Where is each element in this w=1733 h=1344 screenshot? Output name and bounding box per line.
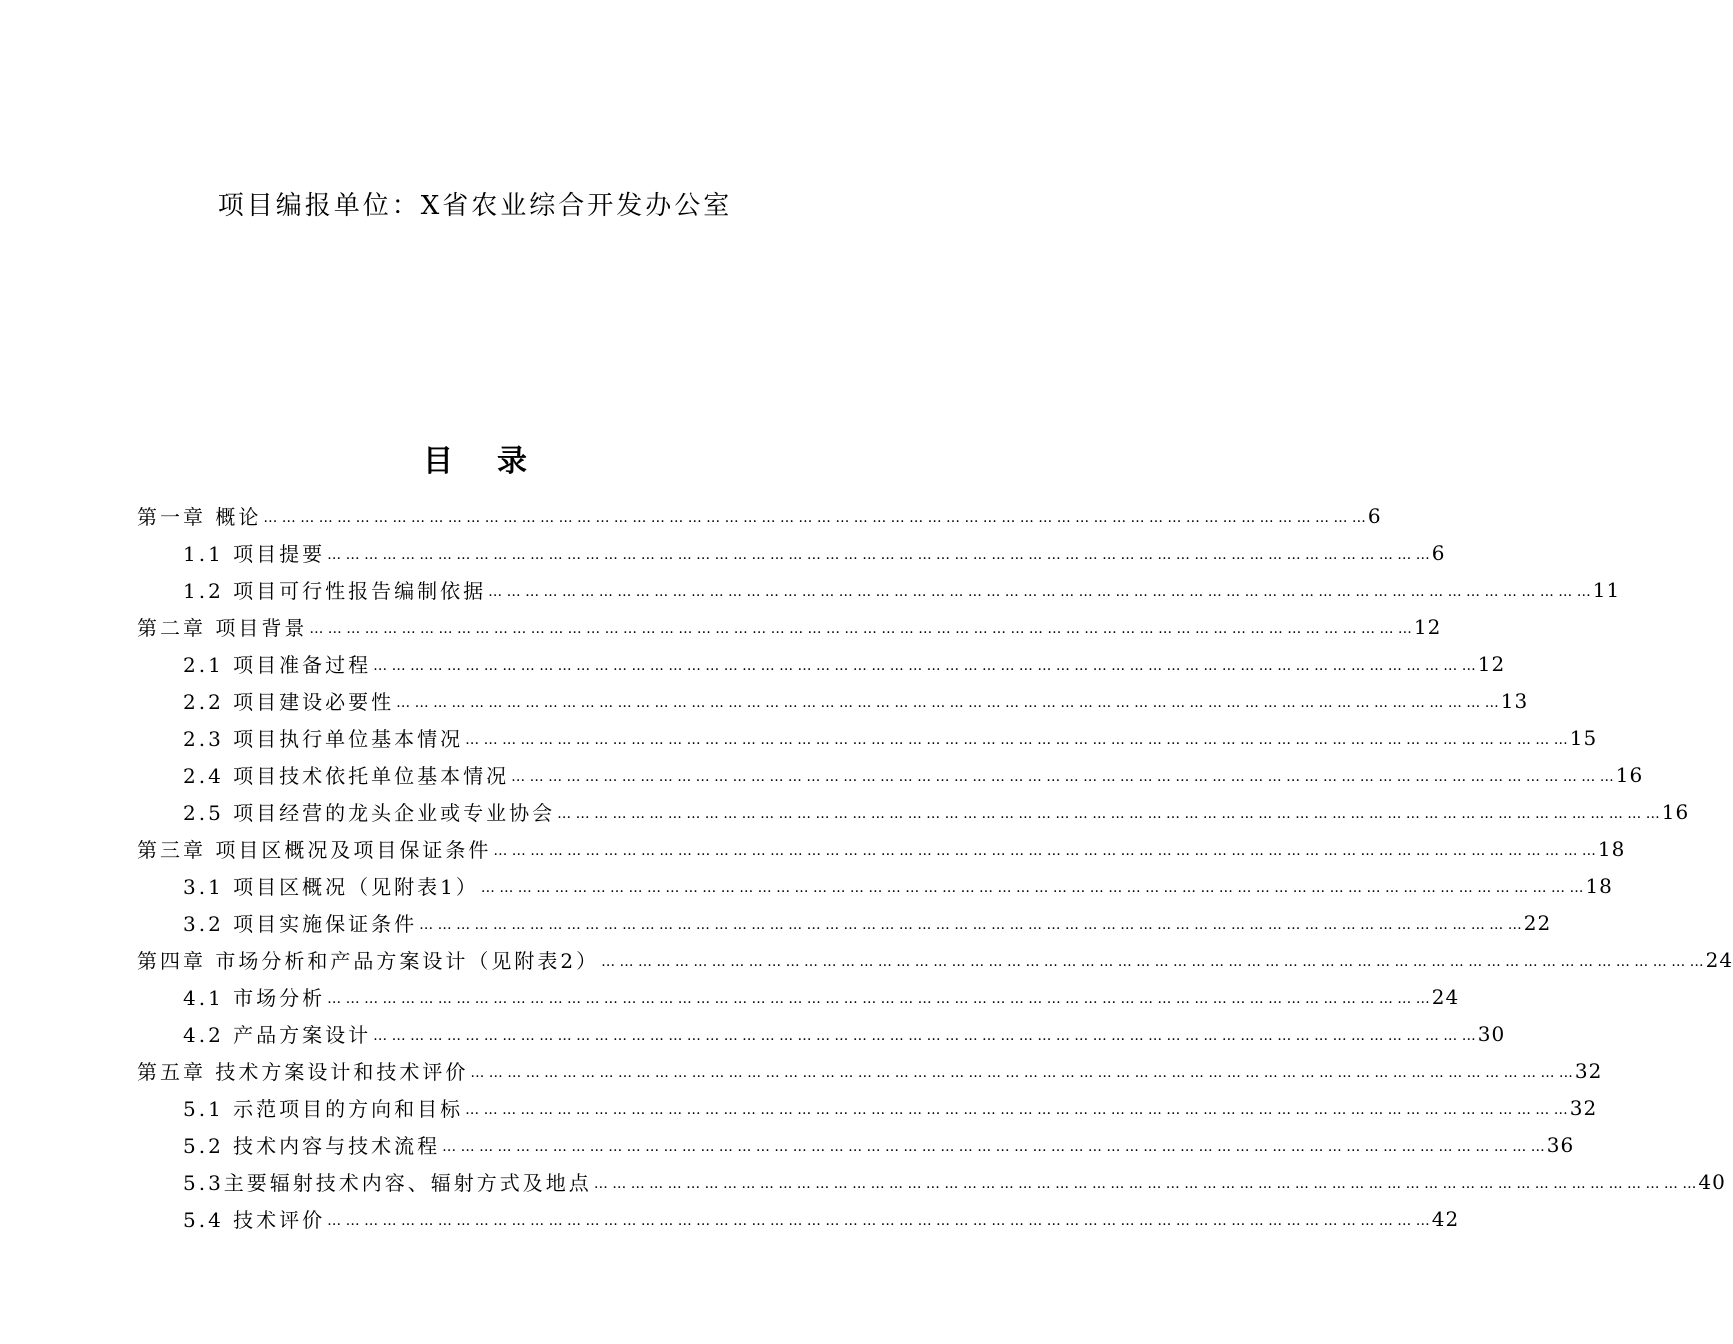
toc-entry-page-number: 16	[1615, 762, 1644, 787]
toc-entry-label: 5.3主要辐射技术内容、辐射方式及地点	[183, 1171, 592, 1195]
table-of-contents	[137, 497, 1733, 1237]
toc-section-entry[interactable]	[137, 1089, 1598, 1126]
toc-section-entry[interactable]	[137, 904, 1552, 941]
toc-entry-page-number: 32	[1574, 1058, 1603, 1083]
toc-chapter-entry[interactable]	[137, 497, 1382, 534]
toc-heading-char-1: 目	[423, 444, 453, 479]
toc-entry-page-number: 18	[1597, 836, 1626, 861]
toc-entry-label: 2.4 项目技术依托单位基本情况	[183, 764, 510, 788]
toc-dot-leader: … … … … … … … … … … … … … … … … … … … … … … … … … … … … … … … … … … … … … … … … … … … … … … … … … … … … … … … … … … … …	[442, 1138, 1545, 1155]
toc-section-entry[interactable]	[137, 719, 1598, 756]
toc-entry-label: 5.2 技术内容与技术流程	[183, 1134, 441, 1158]
toc-entry-label: 1.2 项目可行性报告编制依据	[183, 579, 487, 603]
toc-section-entry[interactable]	[137, 1163, 1726, 1200]
toc-chapter-entry[interactable]	[137, 1052, 1603, 1089]
toc-entry-page-number: 15	[1569, 725, 1598, 750]
toc-entry-page-number: 24	[1705, 947, 1733, 972]
toc-entry-label: 第二章 项目背景	[137, 616, 308, 640]
toc-dot-leader: … … … … … … … … … … … … … … … … … … … … … … … … … … … … … … … … … … … … … … … … … … … … … … … … … … … … … … … … … … … …	[309, 620, 1412, 637]
toc-dot-leader: … … … … … … … … … … … … … … … … … … … … … … … … … … … … … … … … … … … … … … … … … … … … … … … … … … … … … … … … … … … …	[488, 583, 1591, 600]
toc-entry-label: 5.4 技术评价	[183, 1208, 326, 1232]
toc-entry-label: 3.1 项目区概况（见附表1）	[183, 875, 479, 899]
toc-dot-leader: … … … … … … … … … … … … … … … … … … … … … … … … … … … … … … … … … … … … … … … … … … … … … … … … … … … … … … … … … … … …	[327, 990, 1430, 1007]
toc-entry-label: 2.5 项目经营的龙头企业或专业协会	[183, 801, 556, 825]
toc-section-entry[interactable]	[137, 645, 1506, 682]
toc-heading	[0, 440, 950, 484]
toc-dot-leader: … … … … … … … … … … … … … … … … … … … … … … … … … … … … … … … … … … … … … … … … … … … … … … … … … … … … … … … … … … … …	[419, 916, 1522, 933]
toc-section-entry[interactable]	[137, 682, 1529, 719]
toc-entry-page-number: 13	[1500, 688, 1529, 713]
toc-entry-page-number: 6	[1367, 503, 1382, 528]
toc-dot-leader: … … … … … … … … … … … … … … … … … … … … … … … … … … … … … … … … … … … … … … … … … … … … … … … … … … … … … … … … … … … …	[470, 1064, 1573, 1081]
toc-dot-leader: … … … … … … … … … … … … … … … … … … … … … … … … … … … … … … … … … … … … … … … … … … … … … … … … … … … … … … … … … … … …	[263, 509, 1366, 526]
toc-entry-page-number: 16	[1661, 799, 1690, 824]
toc-entry-page-number: 22	[1523, 910, 1552, 935]
toc-entry-page-number: 6	[1431, 540, 1446, 565]
toc-entry-label: 2.1 项目准备过程	[183, 653, 372, 677]
toc-dot-leader: … … … … … … … … … … … … … … … … … … … … … … … … … … … … … … … … … … … … … … … … … … … … … … … … … … … … … … … … … … … …	[511, 768, 1614, 785]
toc-entry-page-number: 12	[1413, 614, 1442, 639]
toc-dot-leader: … … … … … … … … … … … … … … … … … … … … … … … … … … … … … … … … … … … … … … … … … … … … … … … … … … … … … … … … … … … …	[396, 694, 1499, 711]
toc-entry-label: 2.2 项目建设必要性	[183, 690, 395, 714]
toc-chapter-entry[interactable]	[137, 608, 1442, 645]
toc-chapter-entry[interactable]	[137, 830, 1626, 867]
toc-entry-label: 第五章 技术方案设计和技术评价	[137, 1060, 469, 1084]
toc-section-entry[interactable]	[137, 534, 1446, 571]
toc-entry-page-number: 24	[1431, 984, 1460, 1009]
toc-entry-label: 4.1 市场分析	[183, 986, 326, 1010]
toc-dot-leader: … … … … … … … … … … … … … … … … … … … … … … … … … … … … … … … … … … … … … … … … … … … … … … … … … … … … … … … … … … … …	[493, 842, 1596, 859]
toc-entry-page-number: 18	[1585, 873, 1613, 898]
compiling-unit-line: 项目编报单位：X省农业综合开发办公室	[217, 191, 733, 221]
toc-entry-label: 2.3 项目执行单位基本情况	[183, 727, 464, 751]
toc-entry-label: 3.2 项目实施保证条件	[183, 912, 418, 936]
toc-entry-label: 5.1 示范项目的方向和目标	[183, 1097, 464, 1121]
toc-entry-page-number: 30	[1477, 1021, 1506, 1046]
toc-entry-label: 第四章 市场分析和产品方案设计（见附表2）	[137, 949, 600, 973]
toc-entry-page-number: 42	[1431, 1206, 1460, 1231]
toc-section-entry[interactable]	[137, 978, 1460, 1015]
toc-section-entry[interactable]	[137, 1126, 1575, 1163]
toc-section-entry[interactable]	[137, 1015, 1506, 1052]
toc-chapter-entry[interactable]	[137, 941, 1733, 978]
toc-entry-page-number: 36	[1546, 1132, 1575, 1157]
toc-section-entry[interactable]	[137, 756, 1644, 793]
toc-entry-label: 4.2 产品方案设计	[183, 1023, 372, 1047]
toc-dot-leader: … … … … … … … … … … … … … … … … … … … … … … … … … … … … … … … … … … … … … … … … … … … … … … … … … … … … … … … … … … … …	[373, 1027, 1476, 1044]
toc-dot-leader: … … … … … … … … … … … … … … … … … … … … … … … … … … … … … … … … … … … … … … … … … … … … … … … … … … … … … … … … … … … …	[465, 1101, 1568, 1118]
toc-dot-leader: … … … … … … … … … … … … … … … … … … … … … … … … … … … … … … … … … … … … … … … … … … … … … … … … … … … … … … … … … … … …	[327, 1212, 1430, 1229]
toc-section-entry[interactable]	[137, 1200, 1460, 1237]
toc-entry-page-number: 12	[1477, 651, 1506, 676]
toc-dot-leader: … … … … … … … … … … … … … … … … … … … … … … … … … … … … … … … … … … … … … … … … … … … … … … … … … … … … … … … … … … … …	[373, 657, 1476, 674]
toc-entry-page-number: 11	[1592, 577, 1621, 602]
toc-section-entry[interactable]	[137, 571, 1621, 608]
toc-entry-label: 第三章 项目区概况及项目保证条件	[137, 838, 492, 862]
toc-entry-label: 1.1 项目提要	[183, 542, 326, 566]
toc-dot-leader: … … … … … … … … … … … … … … … … … … … … … … … … … … … … … … … … … … … … … … … … … … … … … … … … … … … … … … … … … … … …	[465, 731, 1568, 748]
toc-section-entry[interactable]	[137, 793, 1690, 830]
toc-dot-leader: … … … … … … … … … … … … … … … … … … … … … … … … … … … … … … … … … … … … … … … … … … … … … … … … … … … … … … … … … … … …	[593, 1175, 1697, 1192]
toc-heading-char-2: 录	[497, 444, 527, 479]
toc-entry-page-number: 32	[1569, 1095, 1598, 1120]
toc-dot-leader: … … … … … … … … … … … … … … … … … … … … … … … … … … … … … … … … … … … … … … … … … … … … … … … … … … … … … … … … … … … …	[327, 546, 1430, 563]
toc-dot-leader: … … … … … … … … … … … … … … … … … … … … … … … … … … … … … … … … … … … … … … … … … … … … … … … … … … … … … … … … … … … …	[601, 953, 1704, 970]
toc-section-entry[interactable]	[137, 867, 1613, 904]
toc-dot-leader: … … … … … … … … … … … … … … … … … … … … … … … … … … … … … … … … … … … … … … … … … … … … … … … … … … … … … … … … … … … …	[480, 879, 1584, 896]
toc-entry-label: 第一章 概论	[137, 505, 262, 529]
toc-dot-leader: … … … … … … … … … … … … … … … … … … … … … … … … … … … … … … … … … … … … … … … … … … … … … … … … … … … … … … … … … … … …	[557, 805, 1660, 822]
toc-entry-page-number: 40	[1698, 1169, 1726, 1194]
